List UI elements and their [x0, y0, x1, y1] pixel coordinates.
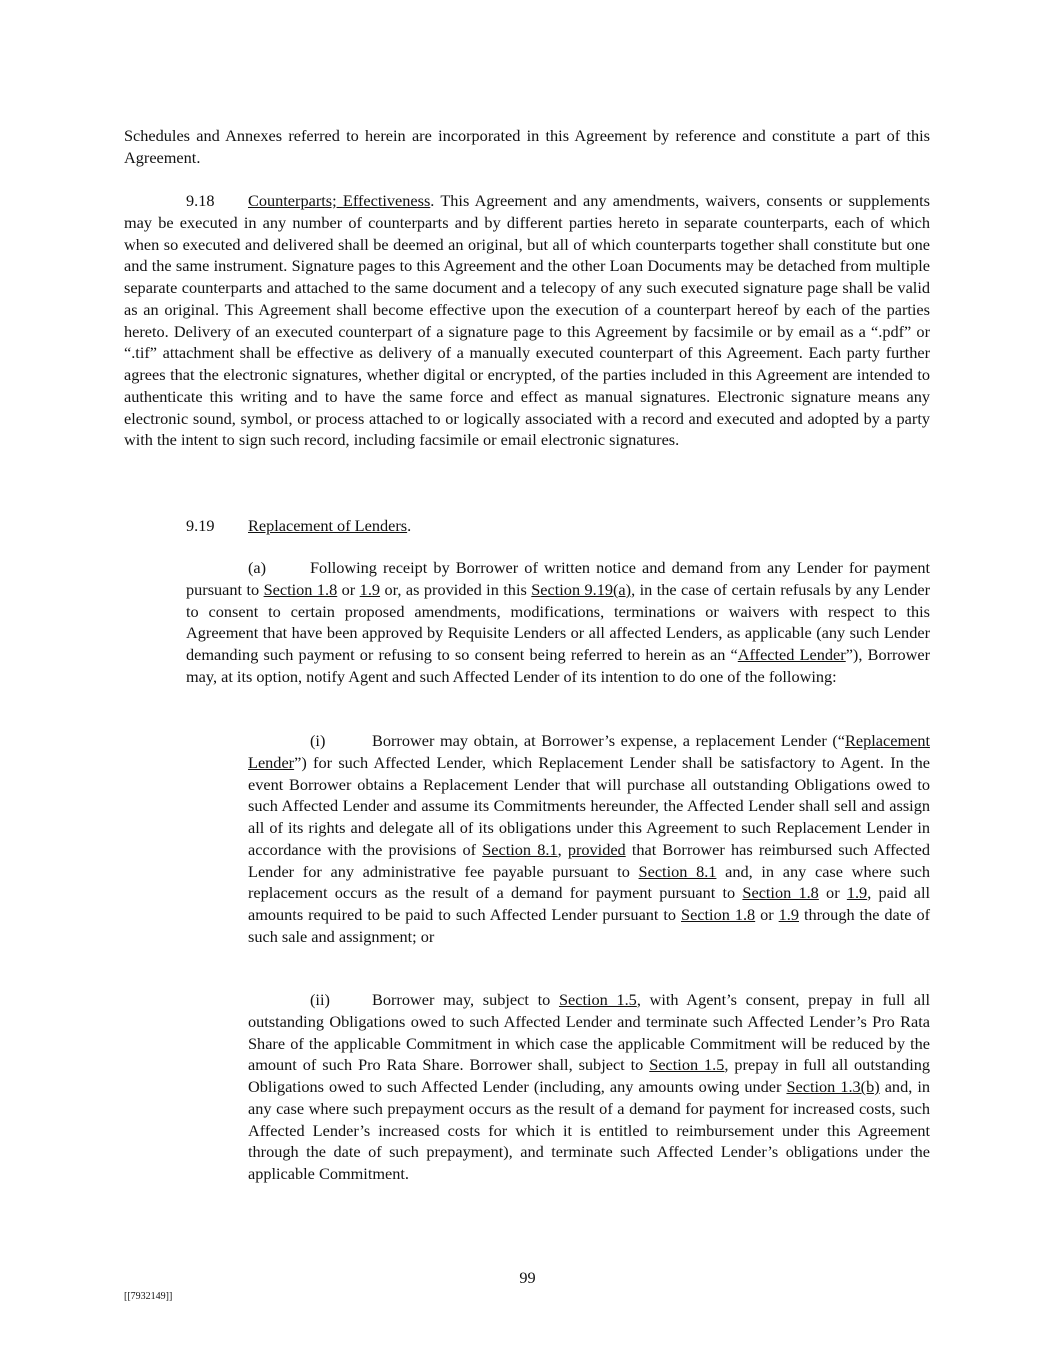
cross-reference: Section 1.8 — [263, 579, 338, 599]
cross-reference: Section 1.5 — [558, 990, 637, 1009]
defined-term: Affected Lender — [737, 645, 846, 664]
cross-reference: 1.9 — [778, 905, 799, 924]
section-heading: Replacement of Lenders — [248, 516, 408, 535]
cross-reference: Section 9.19(a) — [531, 579, 632, 599]
clause-number: (ii) — [310, 990, 330, 1009]
cross-reference: Section 1.3(b) — [786, 1077, 880, 1096]
page-number: 99 — [519, 1268, 536, 1287]
section-body: . This Agreement and any amendments, waivers, consents or supplements may be executed in any number of counterparts and by different parties hereto in separate counterparts, each of which when so executed and delivered shall be deemed an original, but all of which counterparts together shall constitute but one and the same instrument. Signature pages to this Agreement and the other Loan Documents may be detached from multiple separate counterparts and attached to the same document and a telecopy of any such executed signature page shall be valid as an original. This Agreement shall become effective upon the execution of a counterpart hereof by each of the parties hereto. Delivery of an executed counterpart of a signature page to this Agreement by facsimile or by email as a “.pdf” or “.tif” attachment shall be effective as delivery of a manually executed counterpart of this Agreement. Each party further agrees that the electronic signatures, whether digital or encrypted, of the parties included in this Agreement are intended to authenticate this writing and to have the same force and effect as manual signatures. Electronic signature means any electronic sound, symbol, or process attached to or logically associated with a record and executed and adopted by a party with the intent to sign such record, including facsimile or email electronic signatures. — [124, 191, 930, 450]
cross-reference: Section 8.1 — [482, 839, 558, 859]
emphasis: provided — [567, 839, 626, 859]
cross-reference: Section 8.1 — [638, 861, 717, 881]
paragraph-schedules: Schedules and Annexes referred to herein are incorporated in this Agreement by reference and constitute a part of this Agreement. — [124, 126, 930, 167]
section-number: 9.19 — [186, 516, 215, 535]
cross-reference: Section 1.5 — [649, 1055, 725, 1075]
section-heading: Counterparts; Effectiveness — [248, 191, 431, 210]
cross-reference: 1.9 — [846, 883, 868, 903]
cross-reference: Section 1.8 — [681, 905, 756, 924]
clause-i: (i) Borrower may obtain, at Borrower’s expense, a replacement Lender (“Replacement Lender”) for such Affected Lender, which Replacement Lender shall be satisfactory to Agent. In the event Borrower obtains a Replacement Lender that will purchase all outstanding Obligations owed to such Affected Lender and assume its Commitments hereunder, the Affected Lender shall sell and assign all of its rights and delegate all of its obligations under this Agreement to such Replacement Lender in accordance with the provisions of Section 8.1, provided that Borrower has reimbursed such Affected Lender for any administrative fee payable pursuant to Section 8.1 and, in any case where such replacement occurs as the result of a demand for payment pursuant to Section 1.8 or 1.9, paid all amounts required to be paid to such Affected Lender pursuant to Section 1.8 or 1.9 through the date of such sale and assignment; or — [248, 731, 931, 946]
document-id: [[7932149]] — [124, 1291, 173, 1302]
clause-a: (a) Following receipt by Borrower of written notice and demand from any Lender for payment pursuant to Section 1.8 or 1.9 or, as provided in this Section 9.19(a), in the case of certain refusals by any Lender to consent to certain proposed amendments, modifications, terminations or waivers with respect to this Agreement that have been approved by Requisite Lenders or all affected Lenders, as applicable (any such Lender demanding such payment or refusing to so consent being referred to herein as an “Affected Lender”), Borrower may, at its option, notify Agent and such Affected Lender of its intention to do one of the following: — [186, 558, 931, 686]
clause-number: (a) — [248, 558, 267, 577]
section-9-19: 9.19 Replacement of Lenders. — [186, 516, 412, 535]
section-number: 9.18 — [186, 191, 215, 210]
clause-number: (i) — [310, 731, 326, 750]
defined-term: Replacement Lender — [248, 731, 930, 772]
cross-reference: 1.9 — [359, 579, 381, 599]
clause-ii: (ii) Borrower may, subject to Section 1.5, with Agent’s consent, prepay in full all outstanding Obligations owed to such Affected Lender and terminate such Affected Lender’s Pro Rata Share of the applicable Commitment in which case the applicable Commitment will be reduced by the amount of such Pro Rata Share. Borrower shall, subject to Section 1.5, prepay in full all outstanding Obligations owed to such Affected Lender (including, any amounts owing under Section 1.3(b) and, in any case where such prepayment occurs as the result of a demand for payment for increased costs, such Affected Lender’s increased costs for which it is entitled to reimbursement under this Agreement through the date of such prepayment), and terminate such Affected Lender’s obligations under the applicable Commitment. — [248, 990, 931, 1183]
cross-reference: Section 1.8 — [742, 883, 819, 903]
section-9-18 — [124, 190, 930, 451]
